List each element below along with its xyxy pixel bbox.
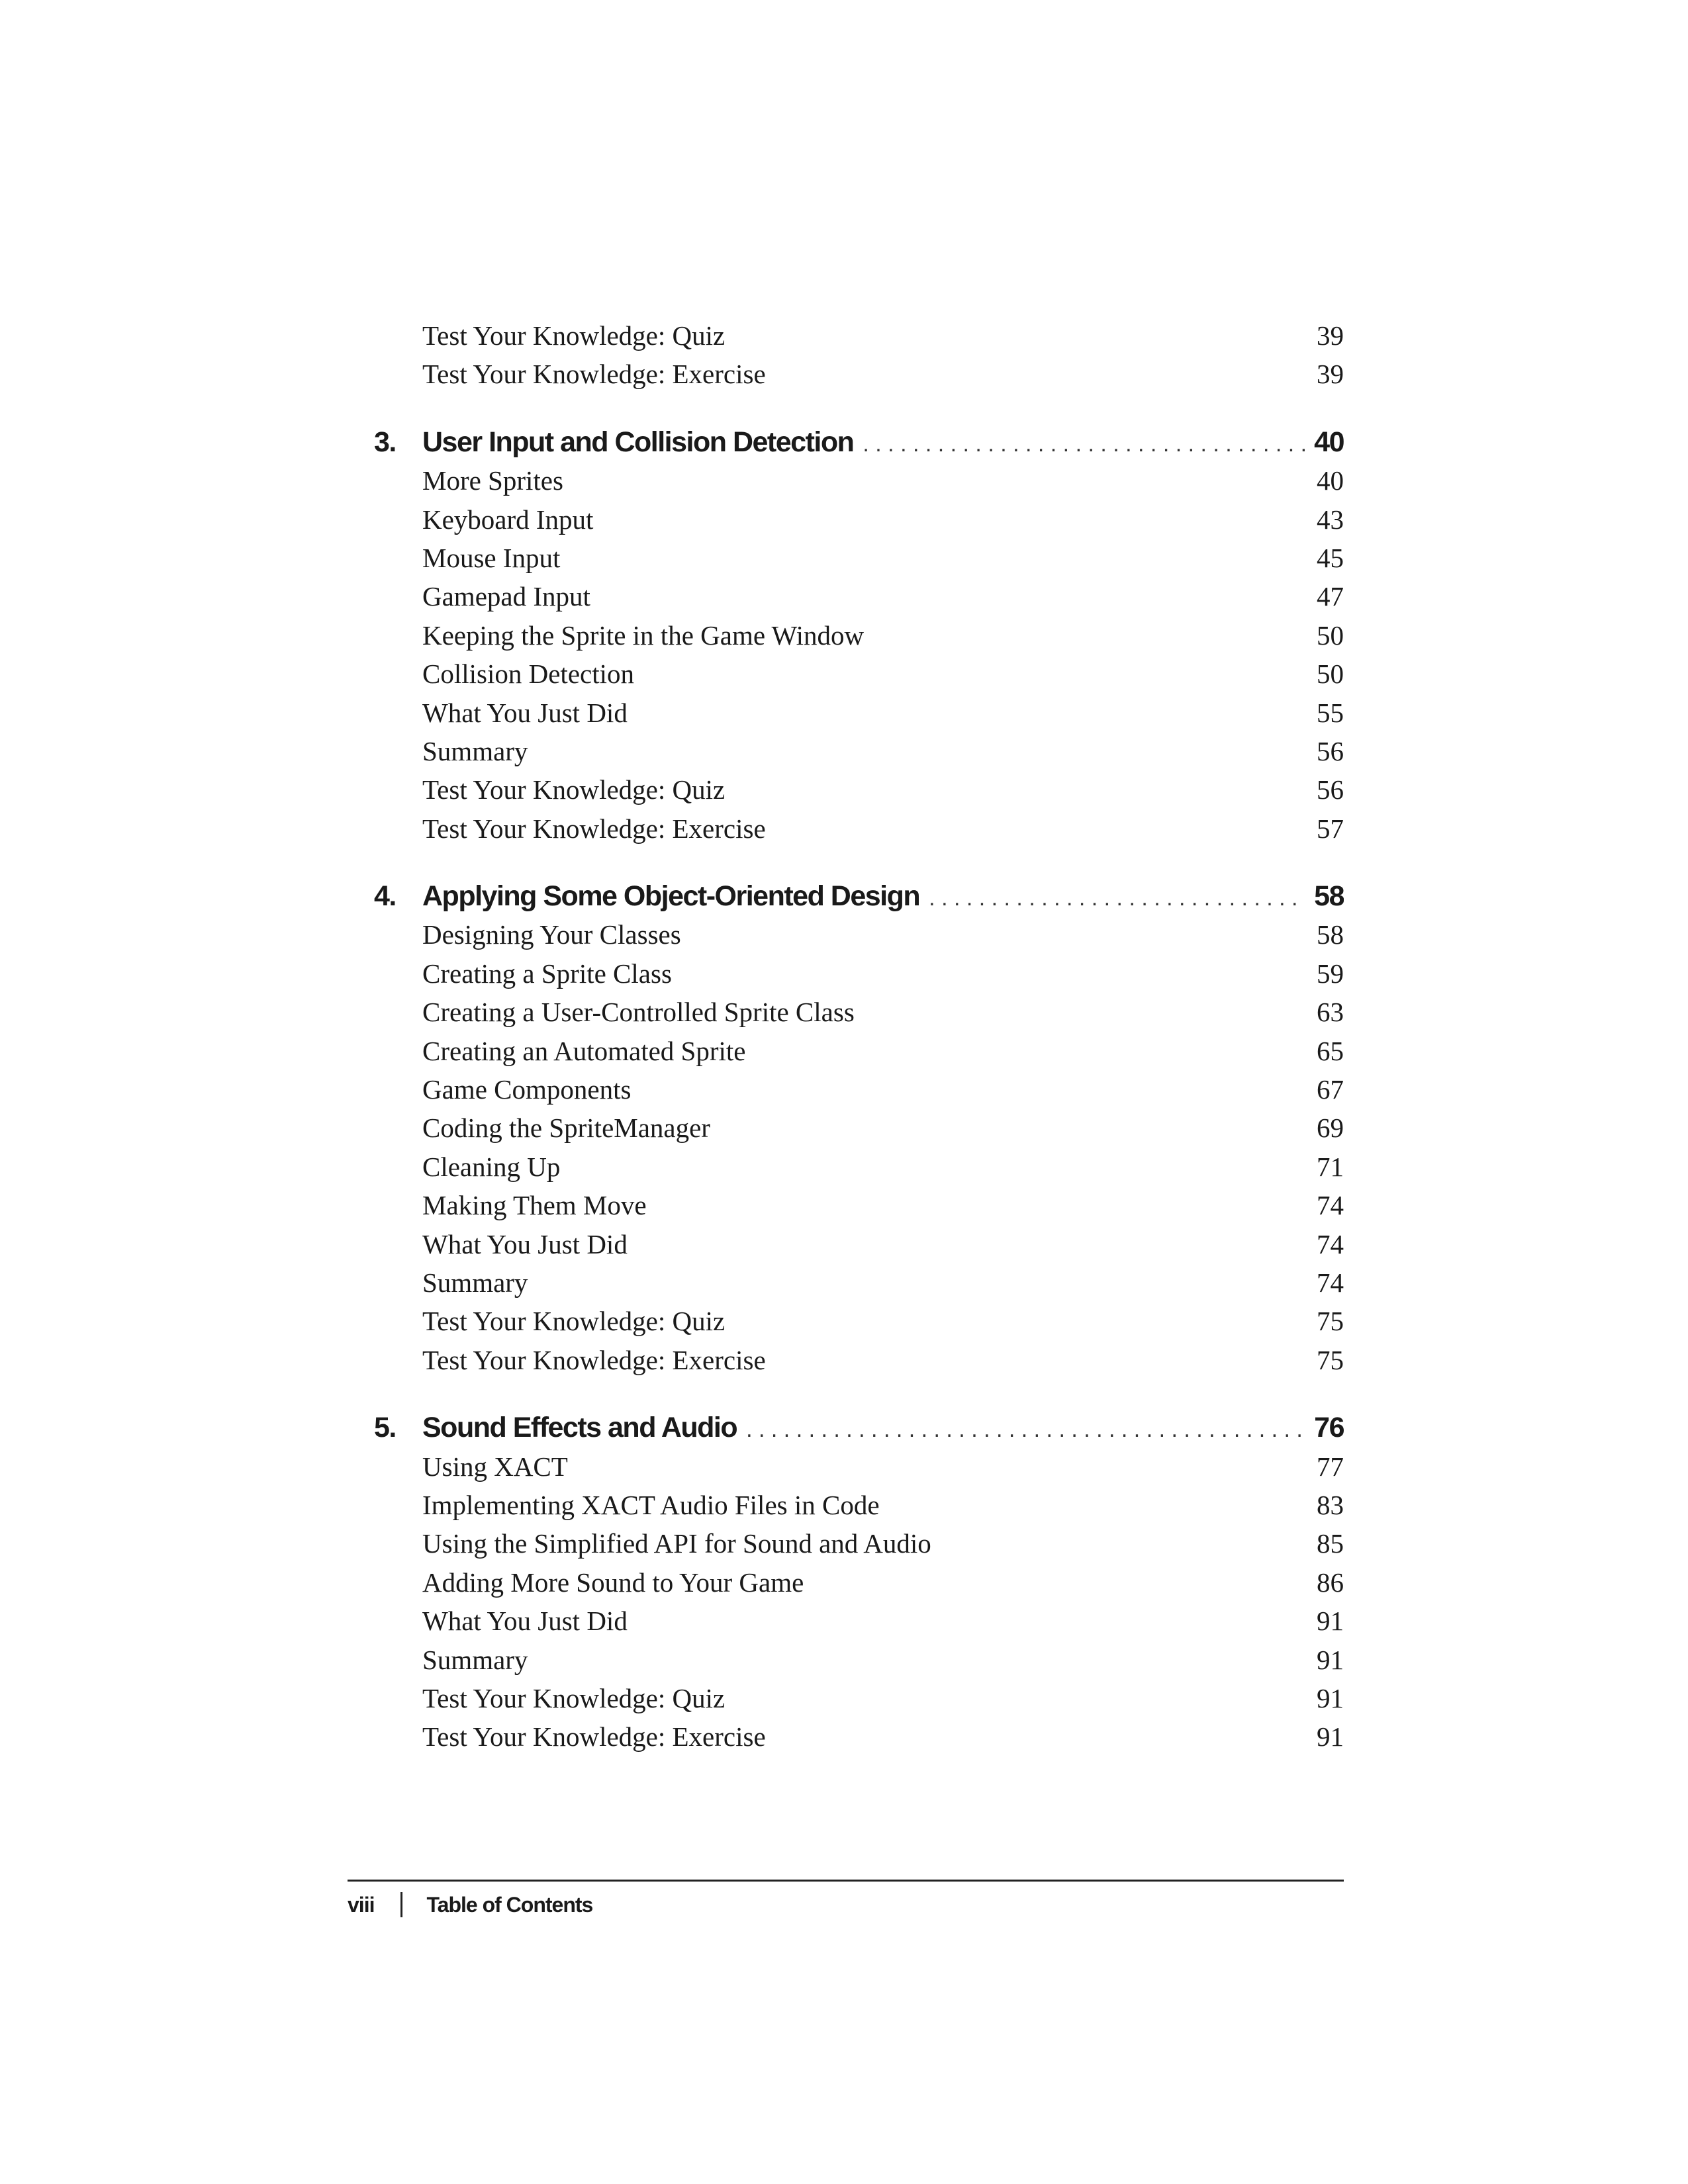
- chapter-title: User Input and Collision Detection: [422, 426, 854, 458]
- toc-entry-title: Test Your Knowledge: Exercise: [422, 1721, 766, 1752]
- toc-entry-page: 91: [1317, 1682, 1344, 1713]
- page-footer: [348, 1880, 1344, 1920]
- toc-entry-title: Cleaning Up: [422, 1151, 561, 1182]
- toc-entry-page: 57: [1317, 813, 1344, 844]
- toc-entry: [348, 1225, 1344, 1263]
- toc-entry-page: 75: [1317, 1306, 1344, 1337]
- toc-entry-page: 45: [1317, 542, 1344, 573]
- toc-entry-title: Keyboard Input: [422, 504, 594, 535]
- toc-entry-page: 58: [1317, 919, 1344, 950]
- footer-row: [348, 1889, 1344, 1920]
- toc-entry: [348, 539, 1344, 577]
- table-of-contents: [348, 316, 1344, 1756]
- toc-entry-page: 85: [1317, 1528, 1344, 1559]
- toc-entry-title: Adding More Sound to Your Game: [422, 1567, 804, 1598]
- toc-entry: [348, 1070, 1344, 1109]
- toc-entry-page: 86: [1317, 1567, 1344, 1598]
- toc-entry-page: 74: [1317, 1190, 1344, 1221]
- toc-entry: [348, 993, 1344, 1031]
- toc-entry: [348, 770, 1344, 809]
- toc-entry-title: Test Your Knowledge: Quiz: [422, 774, 726, 805]
- toc-entry: [348, 461, 1344, 500]
- toc-entry: [348, 655, 1344, 693]
- chapter-list: [348, 423, 1344, 1756]
- chapter-page: 58: [1314, 880, 1344, 913]
- toc-entry-page: 56: [1317, 735, 1344, 766]
- toc-entry-page: 83: [1317, 1489, 1344, 1520]
- toc-entry-page: 50: [1317, 619, 1344, 651]
- toc-entry: [348, 1717, 1344, 1756]
- footer-label: Table of Contents: [426, 1892, 593, 1917]
- toc-entry-title: Summary: [422, 1644, 528, 1675]
- toc-entry-page: 63: [1317, 997, 1344, 1028]
- toc-entry-page: 39: [1317, 320, 1344, 351]
- toc-entry: [348, 1263, 1344, 1302]
- toc-entry: [348, 616, 1344, 655]
- toc-entry-page: 39: [1317, 359, 1344, 390]
- chapter-page: 40: [1314, 426, 1344, 458]
- toc-entry: [348, 1563, 1344, 1602]
- chapter-title: Applying Some Object-Oriented Design: [422, 880, 920, 913]
- toc-entry: [348, 1679, 1344, 1717]
- toc-entry-title: Using the Simplified API for Sound and Audio: [422, 1528, 931, 1559]
- chapter-block: [348, 423, 1344, 848]
- toc-entry-page: 40: [1317, 465, 1344, 496]
- chapter-number: 5.: [374, 1412, 396, 1444]
- toc-entry-page: 50: [1317, 659, 1344, 690]
- toc-entry-title: What You Just Did: [422, 1606, 628, 1637]
- toc-entry: [348, 1186, 1344, 1224]
- toc-entry-title: Test Your Knowledge: Quiz: [422, 320, 726, 351]
- toc-entry: [348, 694, 1344, 732]
- toc-entry-page: 43: [1317, 504, 1344, 535]
- toc-entry-title: Making Them Move: [422, 1190, 647, 1221]
- toc-entry-title: Coding the SpriteManager: [422, 1113, 710, 1144]
- chapter-title-row: [422, 423, 1344, 461]
- chapter-heading: [348, 1408, 1344, 1447]
- toc-entry-page: 67: [1317, 1074, 1344, 1105]
- toc-entry-title: Creating a Sprite Class: [422, 958, 672, 989]
- toc-entry-title: Creating a User-Controlled Sprite Class: [422, 997, 855, 1028]
- toc-entry: [348, 1109, 1344, 1147]
- toc-entry: [348, 1602, 1344, 1640]
- toc-entry-title: Using XACT: [422, 1451, 568, 1482]
- toc-entry-title: Test Your Knowledge: Exercise: [422, 1344, 766, 1375]
- toc-entry: [348, 1148, 1344, 1186]
- chapter-number: 3.: [374, 426, 396, 458]
- toc-entry-page: 65: [1317, 1035, 1344, 1066]
- toc-entry: [348, 500, 1344, 539]
- toc-entry-title: What You Just Did: [422, 1228, 628, 1259]
- toc-entry: [348, 1032, 1344, 1070]
- toc-entry-title: Creating an Automated Sprite: [422, 1035, 746, 1066]
- chapter-page: 76: [1314, 1412, 1344, 1444]
- toc-entry-page: 56: [1317, 774, 1344, 805]
- chapter-block: [348, 1408, 1344, 1756]
- toc-entry-page: 69: [1317, 1113, 1344, 1144]
- toc-entry-title: Keeping the Sprite in the Game Window: [422, 619, 865, 651]
- toc-entry-page: 74: [1317, 1267, 1344, 1298]
- toc-entry-page: 91: [1317, 1644, 1344, 1675]
- toc-entry: [348, 1486, 1344, 1524]
- toc-entry-title: Test Your Knowledge: Exercise: [422, 359, 766, 390]
- chapter-block: [348, 877, 1344, 1379]
- toc-entry-page: 75: [1317, 1344, 1344, 1375]
- chapter-title-row: [422, 1408, 1344, 1447]
- toc-entry: [348, 954, 1344, 993]
- dot-leader: [746, 1410, 1305, 1447]
- toc-entry-title: Collision Detection: [422, 659, 634, 690]
- toc-entry: [348, 577, 1344, 615]
- toc-entry: [348, 1524, 1344, 1563]
- dot-leader: [863, 425, 1305, 461]
- toc-entry-title: Designing Your Classes: [422, 919, 681, 950]
- toc-entry: [348, 1341, 1344, 1379]
- toc-entry: [348, 1302, 1344, 1340]
- chapter-heading: [348, 423, 1344, 461]
- toc-entry-title: Summary: [422, 735, 528, 766]
- toc-entry: [348, 809, 1344, 848]
- toc-entry-title: Summary: [422, 1267, 528, 1298]
- footer-page-number: viii: [348, 1892, 375, 1917]
- chapter-number: 4.: [374, 880, 396, 913]
- toc-entry-title: Test Your Knowledge: Quiz: [422, 1306, 726, 1337]
- toc-entry: [348, 316, 1344, 355]
- toc-entry-title: Gamepad Input: [422, 581, 590, 612]
- toc-entry-title: Game Components: [422, 1074, 632, 1105]
- dot-leader: [929, 879, 1305, 915]
- toc-entry: [348, 355, 1344, 393]
- toc-entry: [348, 1641, 1344, 1679]
- toc-entry-page: 74: [1317, 1228, 1344, 1259]
- toc-entry-title: Test Your Knowledge: Exercise: [422, 813, 766, 844]
- toc-entry-title: More Sprites: [422, 465, 563, 496]
- footer-separator: [400, 1892, 402, 1917]
- toc-entry: [348, 732, 1344, 770]
- toc-entry-page: 71: [1317, 1151, 1344, 1182]
- toc-entry-page: 91: [1317, 1606, 1344, 1637]
- toc-entry-page: 77: [1317, 1451, 1344, 1482]
- toc-entry-title: Implementing XACT Audio Files in Code: [422, 1489, 880, 1520]
- toc-entry: [348, 1447, 1344, 1486]
- chapter-title: Sound Effects and Audio: [422, 1412, 737, 1444]
- toc-entry-title: What You Just Did: [422, 697, 628, 728]
- toc-entry-title: Test Your Knowledge: Quiz: [422, 1682, 726, 1713]
- toc-entry: [348, 915, 1344, 954]
- preceding-section-list: [348, 316, 1344, 394]
- toc-entry-page: 91: [1317, 1721, 1344, 1752]
- toc-entry-page: 47: [1317, 581, 1344, 612]
- toc-entry-title: Mouse Input: [422, 542, 561, 573]
- toc-entry-page: 59: [1317, 958, 1344, 989]
- toc-entry-page: 55: [1317, 697, 1344, 728]
- chapter-heading: [348, 877, 1344, 915]
- chapter-title-row: [422, 877, 1344, 915]
